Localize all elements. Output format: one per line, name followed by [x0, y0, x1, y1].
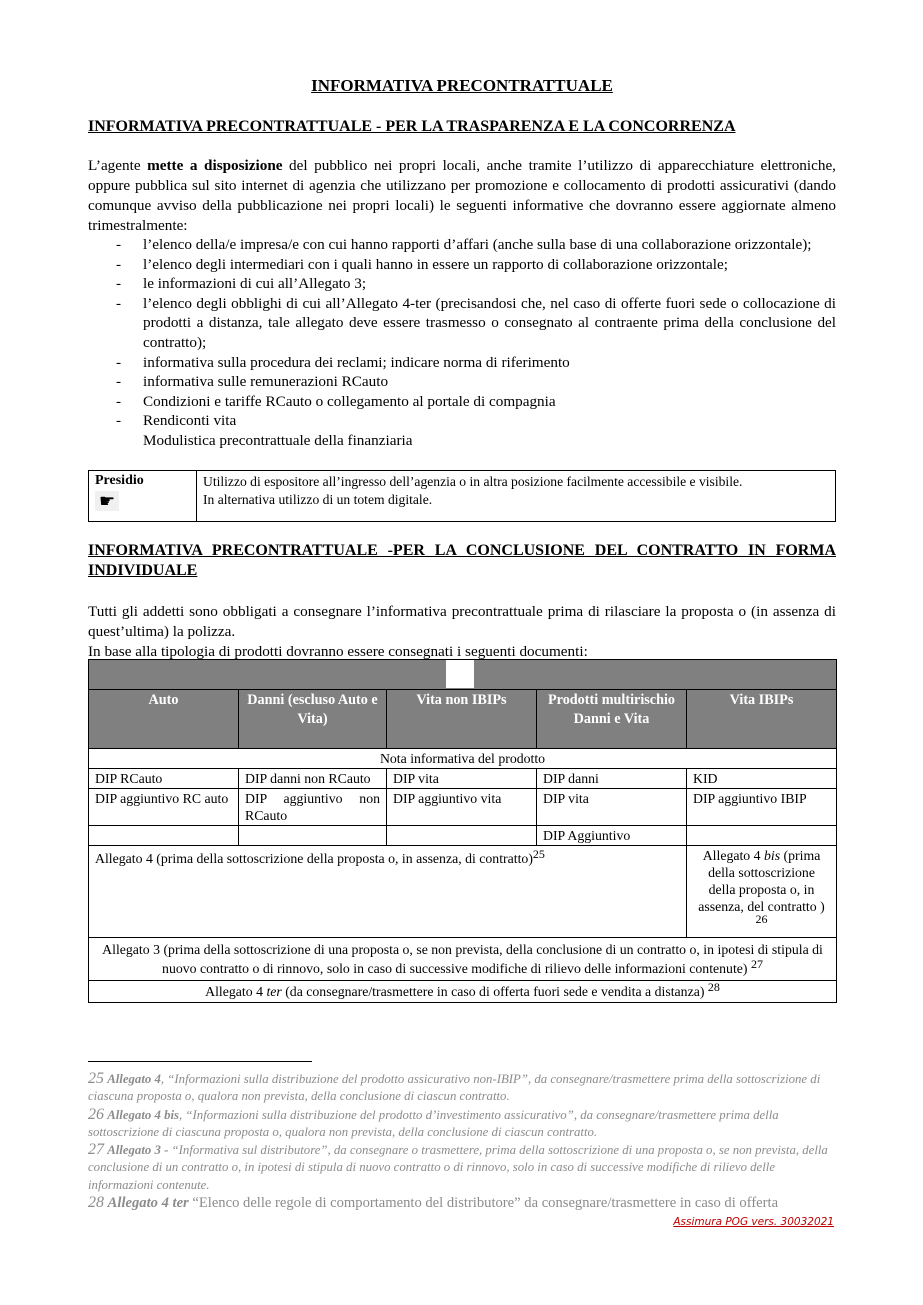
footnote — [88, 1106, 836, 1142]
allegato4bis-text: Allegato 4 — [702, 848, 764, 863]
footnote-text: “Elenco delle regole di comportamento del distributore” da consegnare/trasmettere in caso di offerta — [188, 1195, 779, 1212]
footnote-bold: Allegato 3 - — [107, 1143, 169, 1158]
table-cell: DIP vita — [387, 769, 537, 789]
allegato4bis-text-continued: (prima della sottoscrizione della proposta o, in assenza, del contratto ) — [698, 848, 825, 914]
allegato4-cell — [89, 846, 687, 938]
presidio-line: Utilizzo di espositore all’ingresso dell’agenzia o in altra posizione facilmente accessibile e visibile. — [203, 474, 743, 489]
footnote-ref: 27 — [750, 957, 763, 971]
table-row — [89, 846, 837, 938]
intro-text-continued: del pubblico nei propri locali, anche tramite l’utilizzo di apparecchiature elettroniche, oppure pubblica sul sito internet di agenzia che utilizzano per promozione e collocamento di prodotti assicurativi (dando comunque avviso della pubblicazione nei propri locali) le seguenti informative che dovranno essere aggiornate almeno trimestralmente: — [88, 157, 836, 234]
table-row — [89, 981, 837, 1003]
table-cell: DIP aggiuntivo IBIP — [687, 789, 837, 826]
table-cell: DIP aggiuntivo RC auto — [89, 789, 239, 826]
list-item — [88, 255, 836, 275]
section2-intro: Tutti gli addetti sono obbligati a consegnare l’informativa precontrattuale prima di rilasciare la proposta o (in assenza di quest’ultima) la polizza. — [88, 603, 836, 640]
list-item-text: Modulistica precontrattuale della finanziaria — [143, 431, 413, 449]
allegato3-cell — [89, 938, 837, 981]
footnote-number: 25 — [88, 1070, 104, 1087]
footnote-number: 28 — [88, 1194, 104, 1212]
nota-cell: Nota informativa del prodotto — [89, 749, 837, 769]
footnote-number: 26 — [88, 1105, 104, 1123]
footnote-text: , “Informazioni sulla distribuzione del prodotto d’investimento assicurativo”, da consegnare/trasmettere prima della sottoscrizione di ciascuna proposta o, qualora non prevista, della conclusione di ciascun contratto. — [88, 1107, 779, 1139]
list-item-text: l’elenco della/e impresa/e con cui hanno rapporti d’affari (anche sulla base di una collaborazione orizzontale); — [143, 236, 812, 253]
presidio-text-cell — [197, 471, 835, 521]
page-title: INFORMATIVA PRECONTRATTUALE — [311, 76, 613, 95]
list-item — [88, 411, 836, 431]
table-cell — [687, 826, 837, 846]
presidio-label: Presidio — [95, 473, 144, 488]
dash-bullet: - — [116, 236, 122, 253]
footnote-bold: Allegato 4 bis — [107, 1107, 180, 1122]
table-cell: DIP RCauto — [89, 769, 239, 789]
list-item — [88, 353, 836, 373]
allegato4ter-italic: ter — [266, 984, 282, 999]
list-item — [88, 235, 836, 255]
intro-bold-text: mette a disposizione — [147, 157, 283, 174]
allegato4bis-italic: bis — [764, 848, 781, 863]
table-cell: DIP danni — [537, 769, 687, 789]
allegato4bis-cell — [687, 846, 837, 938]
section-heading-conclusione: INFORMATIVA PRECONTRATTUALE -PER LA CONCLUSIONE DEL CONTRATTO IN FORMA INDIVIDUALE — [88, 542, 836, 579]
list-item-text: Rendiconti vita — [143, 412, 237, 430]
dash-bullet: - — [116, 412, 122, 430]
footnotes — [88, 1070, 836, 1212]
list-item-text: l’elenco degli intermediari con i quali hanno in essere un rapporto di collaborazione orizzontale; — [143, 255, 728, 273]
table-cell: KID — [687, 769, 837, 789]
column-header: Auto — [89, 690, 239, 749]
allegato4ter-cell — [89, 981, 837, 1003]
intro-paragraph — [88, 156, 836, 236]
list-item-text: informativa sulla procedura dei reclami; indicare norma di riferimento — [143, 353, 570, 371]
table-row — [89, 769, 837, 789]
dash-bullet: - — [116, 353, 122, 371]
column-header: Danni (escluso Auto e Vita) — [239, 690, 387, 749]
intro-text: L’agente — [88, 157, 148, 174]
footnote-bold: Allegato 4 — [107, 1072, 161, 1086]
footnote-number: 27 — [88, 1141, 104, 1159]
table-top-bar — [89, 660, 837, 690]
table-cell: DIP danni non RCauto — [239, 769, 387, 789]
list-item-text: informativa sulle remunerazioni RCauto — [143, 373, 389, 391]
list-item — [88, 372, 836, 392]
footnote — [88, 1194, 836, 1212]
list-item-text: l’elenco degli obblighi di cui all’Allegato 4-ter (precisandosi che, nel caso di offerte fuori sede o collocazione di prodotti a distanza, tale allegato deve essere trasmesso o consegnato al contraente prima della conclusione del contratto); — [143, 294, 836, 351]
footnote-ref: 25 — [532, 847, 545, 861]
table-cell — [89, 826, 239, 846]
header-gap — [446, 660, 474, 688]
table-cell: DIP vita — [537, 789, 687, 826]
informative-list — [88, 235, 836, 451]
list-item — [88, 274, 836, 294]
table-cell — [239, 826, 387, 846]
dash-bullet: - — [116, 373, 122, 391]
column-header: Prodotti multirischio Danni e Vita — [537, 690, 687, 749]
dash-bullet: - — [116, 255, 122, 273]
footnote — [88, 1141, 836, 1194]
dash-bullet: - — [116, 275, 122, 293]
section-heading-trasparenza: INFORMATIVA PRECONTRATTUALE - PER LA TRASPARENZA E LA CONCORRENZA — [88, 118, 736, 135]
list-item — [88, 392, 836, 412]
list-item-text: Condizioni e tariffe RCauto o collegamento al portale di compagnia — [143, 392, 556, 410]
top-bar-cell — [89, 660, 837, 690]
column-header: Vita IBIPs — [687, 690, 837, 749]
table-row — [89, 749, 837, 769]
presidio-box — [88, 470, 836, 522]
dash-bullet: - — [116, 392, 122, 410]
list-item — [88, 294, 836, 353]
footnote-separator — [88, 1061, 312, 1062]
footnote — [88, 1070, 836, 1106]
presidio-line: In alternativa utilizzo di un totem digitale. — [203, 492, 433, 507]
allegato3-text: Allegato 3 (prima della sottoscrizione di una proposta o, se non prevista, della conclusione di un contratto o, in ipotesi di stipula di nuovo contratto o di rinnovo, solo in caso di successive modifiche di rilievo delle informazioni contenute) — [102, 942, 823, 976]
footnote-text: “Informativa sul distributore”, da consegnare o trasmettere, prima della sottoscrizione di una proposta o, se non prevista, della conclusione di un contratto o, in ipotesi di stipula di nuovo contratto o di rinnovo, solo in caso di successive modifiche di rilievo delle informazioni contenute. — [88, 1143, 828, 1192]
table-cell — [387, 826, 537, 846]
allegato4-text: Allegato 4 (prima della sottoscrizione della proposta o, in assenza, di contratto) — [95, 851, 533, 866]
documents-table — [88, 659, 837, 1003]
table-row — [89, 826, 837, 846]
table-cell: DIP aggiuntivo non RCauto — [239, 789, 387, 826]
allegato4ter-text: Allegato 4 — [205, 984, 267, 999]
dash-bullet: - — [116, 294, 122, 312]
list-item — [88, 431, 836, 451]
table-row — [89, 789, 837, 826]
column-header: Vita non IBIPs — [387, 690, 537, 749]
version-label: Assimura POG vers. 30032021 — [673, 1216, 834, 1228]
table-header-row — [89, 690, 837, 749]
list-item-text: le informazioni di cui all’Allegato 3; — [143, 275, 367, 293]
pointing-hand-icon: ☛ — [95, 491, 119, 511]
footnote-ref: 26 — [755, 912, 768, 926]
table-cell: DIP Aggiuntivo — [537, 826, 687, 846]
footnote-bold: Allegato 4 ter — [107, 1195, 189, 1212]
footnote-ref: 28 — [707, 980, 720, 994]
allegato4ter-text-continued: (da consegnare/trasmettere in caso di offerta fuori sede e vendita a distanza) — [281, 984, 705, 999]
table-cell: DIP aggiuntivo vita — [387, 789, 537, 826]
section2-intro-2: In base alla tipologia di prodotti dovranno essere consegnati i seguenti documenti: — [88, 643, 588, 660]
presidio-label-cell — [89, 471, 197, 521]
footnote-text: , “Informazioni sulla distribuzione del prodotto assicurativo non-IBIP”, da consegnare/trasmettere prima della sottoscrizione di ciascuna proposta o, qualora non prevista, della conclusione di ciascun contratto. — [88, 1072, 821, 1104]
table-row — [89, 938, 837, 981]
